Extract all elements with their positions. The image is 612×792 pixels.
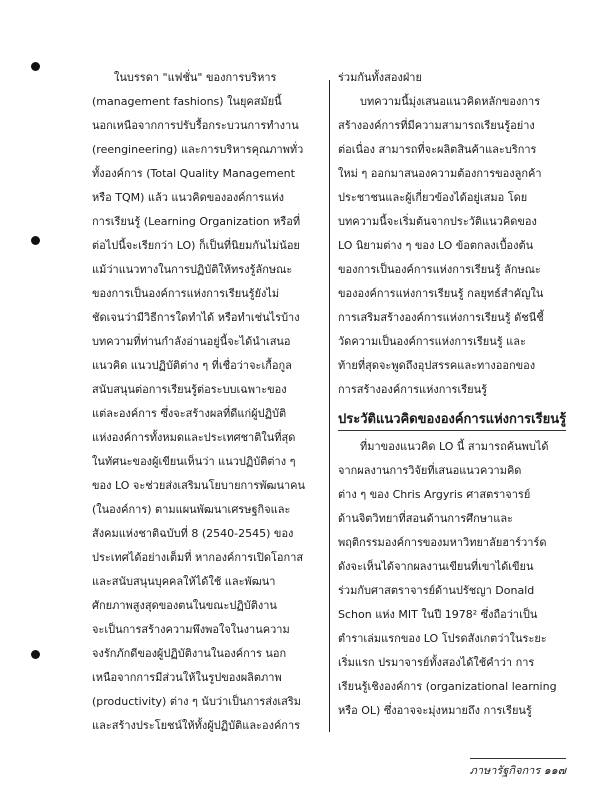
paragraph-line: ร่วมกันทั้งสองฝ่าย (338, 71, 422, 84)
left-column (92, 66, 322, 738)
binder-hole-bottom (31, 650, 40, 659)
paragraph-line: หรือ OL) ซึ่งอาจจะมุ่งหมายถึง การเรียนรู้ (338, 704, 532, 717)
paragraph-line: เหนือจากการมีส่วนให้ในรูปของผลิตภาพ (92, 671, 282, 684)
paragraph-line: การเสริมสร้างองค์การแห่งการเรียนรู้ ดัชนีชี้ (338, 311, 544, 324)
right-column (338, 66, 566, 723)
paragraph-line: (management fashions) ในยุคสมัยนี้ (92, 95, 282, 108)
paragraph-line: บทความนี้จะเริ่มต้นจากประวัติแนวคิดของ (338, 215, 537, 228)
paragraph-line: ต่อไปนี้จะเรียกว่า LO) ก็เป็นที่นิยมกันไม่น้อย (92, 239, 300, 252)
paragraph-line: การสร้างองค์การแห่งการเรียนรู้ (338, 383, 487, 396)
column-divider (329, 80, 330, 732)
paragraph-line: นอกเหนือจากการปรับรื้อกระบวนการทำงาน (92, 119, 299, 132)
paragraph-line: ในบรรดา "แฟชั่น" ของการบริหาร (114, 71, 277, 84)
paragraph-line: และสนับสนุนบุคคลให้ได้ใช้ และพัฒนา (92, 575, 276, 588)
paragraph-line: ทั้งองค์การ (Total Quality Management (92, 167, 295, 180)
paragraph-line: (reengineering) และการบริหารคุณภาพทั่ว (92, 143, 304, 156)
paragraph-line: บทความที่ท่านกำลังอ่านอยู่นี้จะได้นำเสนอ (92, 335, 291, 348)
paragraph-line: ประชาชนและผู้เกี่ยวข้องได้อยู่เสมอ โดย (338, 191, 528, 204)
paragraph-line: แห่งองค์การทั้งหมดและประเทศชาติในที่สุด (92, 431, 296, 444)
paragraph-line: ท้ายที่สุดจะพูดถึงอุปสรรคและทางออกของ (338, 359, 536, 372)
paragraph-line: ใหม่ ๆ ออกมาสนองความต้องการของลูกค้า (338, 167, 542, 180)
paragraph-line: ชัดเจนว่ามีวิธีการใดทำได้ หรือทำเช่นไรบ้าง (92, 311, 300, 324)
paragraph-line: บทความนี้มุ่งเสนอแนวคิดหลักของการ (360, 95, 541, 108)
section-heading: ประวัติแนวคิดขององค์การแห่งการเรียนรู้ (338, 410, 566, 431)
paragraph-line: ดังจะเห็นได้จากผลงานเขียนที่เขาได้เขียน (338, 560, 534, 573)
paragraph-line: ต่อเนื่อง สามารถที่จะผลิตสินค้าและบริการ (338, 143, 537, 156)
paragraph-line: Schon แห่ง MIT ในปี 1978² ซึ่งถือว่าเป็น (338, 608, 538, 621)
paragraph-line: แต่ละองค์การ ซึ่งจะสร้างผลที่ดีแก่ผู้ปฏิบัติ (92, 407, 287, 420)
paragraph-line: ขององค์การแห่งการเรียนรู้ กลยุทธ์สำคัญใน (338, 287, 544, 300)
paragraph-line: (ในองค์การ) ตามแผนพัฒนาเศรษฐกิจและ (92, 503, 291, 516)
paragraph-line: แม้ว่าแนวทางในการปฏิบัติให้ทรงรู้ลักษณะ (92, 263, 293, 276)
binder-hole-top (31, 62, 40, 71)
paragraph-line: หรือ TQM) แล้ว แนวคิดขององค์การแห่ง (92, 191, 285, 204)
paragraph-line: ประเทศได้อย่างเต็มที่ หากองค์การเปิดโอกาส (92, 551, 304, 564)
paragraph-line: จงรักภักดีของผู้ปฏิบัติงานในองค์การ นอก (92, 647, 287, 660)
page-footer: ภาษารัฐกิจการ ๑๑๗ (470, 758, 566, 779)
paragraph-line: LO นิยามต่าง ๆ ของ LO ข้อตกลงเบื้องต้น (338, 239, 534, 252)
paragraph-line: ด้านจิตวิทยาที่สอนด้านการศึกษาและ (338, 512, 513, 525)
paragraph-line: สร้างองค์การที่มีความสามารถเรียนรู้อย่าง (338, 119, 535, 132)
paragraph-line: ที่มาของแนวคิด LO นี้ สามารถค้นพบได้ (360, 440, 549, 453)
paragraph-line: ในทัศนะของผู้เขียนเห็นว่า แนวปฏิบัติต่าง ๆ (92, 455, 296, 468)
binder-hole-middle (31, 236, 40, 245)
paragraph-line: เริ่มแรก ปรมาจารย์ทั้งสองได้ใช้คำว่า การ (338, 656, 535, 669)
paragraph-line: ศักยภาพสูงสุดของตนในขณะปฏิบัติงาน (92, 599, 277, 612)
paragraph-line: พฤติกรรมองค์การของมหาวิทยาลัยฮาร์วาร์ด (338, 536, 547, 549)
paragraph-line: จากผลงานการวิจัยที่เสนอแนวความคิด (338, 464, 522, 477)
paragraph-line: ของการเป็นองค์การแห่งการเรียนรู้ยังไม่ (92, 287, 280, 300)
paragraph-line: ของการเป็นองค์การแห่งการเรียนรู้ ลักษณะ (338, 263, 541, 276)
paragraph-line: สนับสนุนต่อการเรียนรู้ต่อระบบเฉพาะของ (92, 383, 287, 396)
paragraph-line: ของ LO จะช่วยส่งเสริมนโยบายการพัฒนาคน (92, 479, 306, 492)
paragraph-line: (productivity) ต่าง ๆ นับว่าเป็นการส่งเสริม (92, 695, 302, 708)
paragraph-line: จะเป็นการสร้างความพึงพอใจในงานความ (92, 623, 290, 636)
paragraph-line: วัดความเป็นองค์การแห่งการเรียนรู้ และ (338, 335, 526, 348)
paragraph-line: ต่าง ๆ ของ Chris Argyris ศาสตราจารย์ (338, 488, 531, 501)
paragraph-line: ร่วมกับศาสตราจารย์ด้านปรัชญา Donald (338, 584, 535, 597)
paragraph-line: สังคมแห่งชาติฉบับที่ 8 (2540-2545) ของ (92, 527, 294, 540)
paragraph-line: แนวคิด แนวปฏิบัติต่าง ๆ ที่เชื่อว่าจะเกื้อกูล (92, 359, 292, 372)
paragraph-line: ตำราเล่มแรกของ LO โปรดสังเกตว่าในระยะ (338, 632, 547, 645)
paragraph-line: และสร้างประโยชน์ให้ทั้งผู้ปฏิบัติและองค์การ (92, 719, 301, 732)
paragraph-line: การเรียนรู้ (Learning Organization หรือที่ (92, 215, 301, 228)
paragraph-line: เรียนรู้เชิงองค์การ (organizational learning (338, 680, 557, 693)
